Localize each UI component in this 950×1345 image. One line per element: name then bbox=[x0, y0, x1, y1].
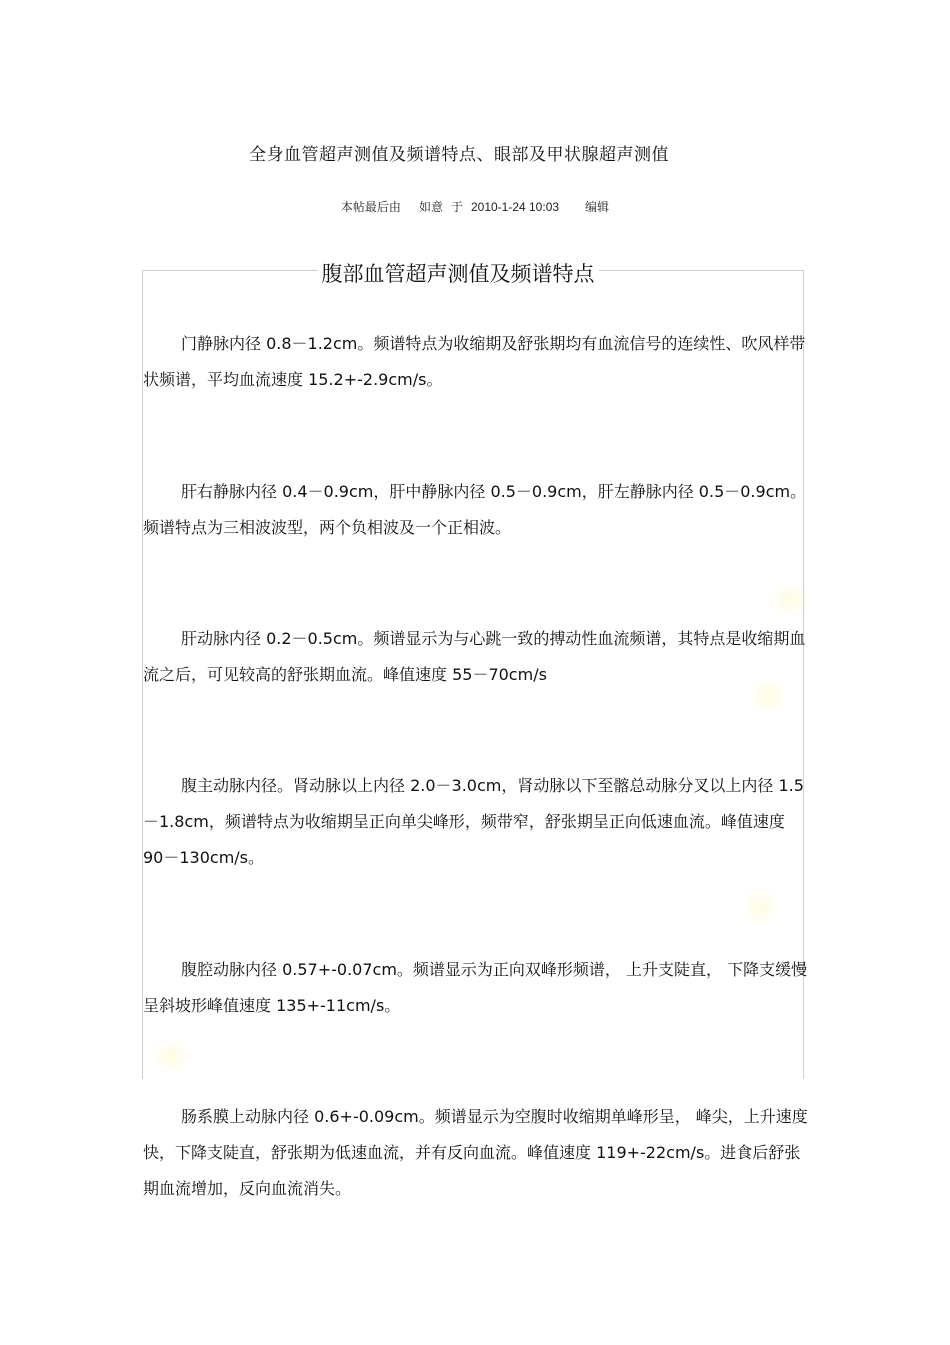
paragraph-celiac-artery: 腹腔动脉内径 0.57+-0.07cm。频谱显示为正向双峰形频谱， 上升支陡直， 下降支缓慢呈斜坡形峰值速度 135+-11cm/s。 bbox=[143, 960, 808, 1015]
section-heading-text: 腹部血管超声测值及频谱特点 bbox=[318, 262, 599, 286]
meta-datetime: 2010-1-24 10:03 bbox=[470, 200, 560, 214]
paragraph-superior-mesenteric-artery: 肠系膜上动脉内径 0.6+-0.09cm。频谱显示为空腹时收缩期单峰形呈， 峰尖，上升速度快，下降支陡直，舒张期为低速血流，并有反向血流。峰值速度 119+-22cm/s。进食后舒张期血流增加，反向血流消失。 bbox=[143, 1107, 808, 1198]
paragraph-hepatic-artery: 肝动脉内径 0.2－0.5cm。频谱显示为与心跳一致的搏动性血流频谱，其特点是收缩期血流之后，可见较高的舒张期血流。峰值速度 55－70cm/s bbox=[143, 629, 806, 684]
document-title: 全身血管超声测值及频谱特点、眼部及甲状腺超声测值 bbox=[249, 145, 669, 165]
meta-at: 于 bbox=[450, 200, 463, 214]
paragraph-hepatic-veins: 肝右静脉内径 0.4－0.9cm，肝中静脉内径 0.5－0.9cm，肝左静脉内径 0.5－0.9cm。频谱特点为三相波波型，两个负相波及一个正相波。 bbox=[143, 482, 807, 537]
paragraph-abdominal-aorta: 腹主动脉内径。肾动脉以上内径 2.0－3.0cm，肾动脉以下至髂总动脉分叉以上内径 1.5－1.8cm，频谱特点为收缩期呈正向单尖峰形，频带窄，舒张期呈正向低速血流。峰值速度 90－130cm/s。 bbox=[143, 776, 804, 867]
meta-prefix: 本帖最后由 bbox=[340, 200, 401, 214]
post-meta bbox=[0, 198, 950, 215]
meta-edit-label: 编辑 bbox=[585, 200, 610, 214]
meta-author: 如意 bbox=[418, 200, 443, 214]
section-heading bbox=[0, 258, 916, 288]
paragraph-portal-vein: 门静脉内径 0.8－1.2cm。频谱特点为收缩期及舒张期均有血流信号的连续性、吹风样带状频谱，平均血流速度 15.2+-2.9cm/s。 bbox=[143, 334, 806, 389]
